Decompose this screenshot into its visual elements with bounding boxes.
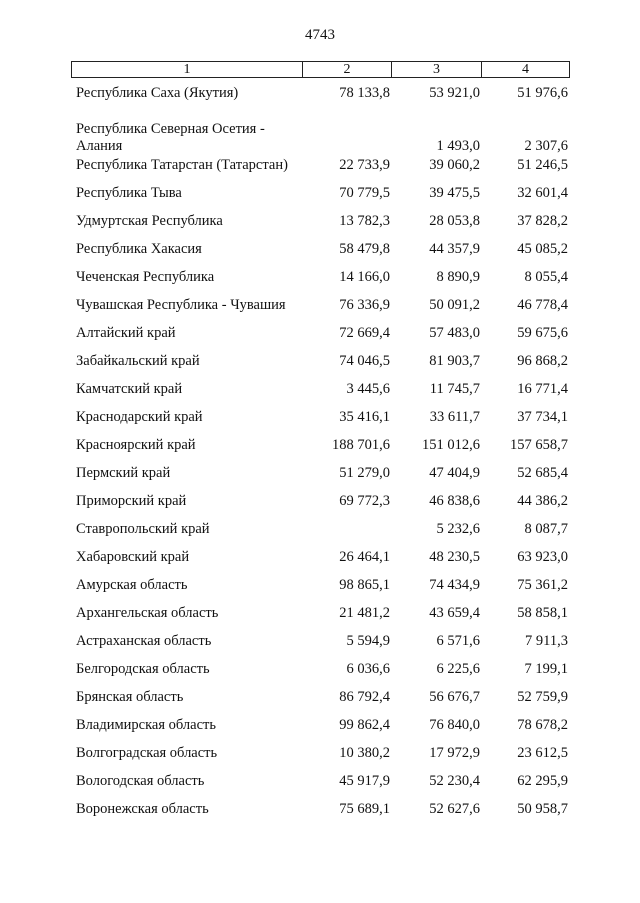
value-col4: 157 658,7 xyxy=(510,437,568,453)
value-col4: 7 911,3 xyxy=(525,633,568,649)
table-row xyxy=(0,544,640,572)
value-col3: 28 053,8 xyxy=(429,213,480,229)
value-col2: 86 792,4 xyxy=(339,689,390,705)
table-row xyxy=(0,768,640,796)
value-col2: 98 865,1 xyxy=(339,577,390,593)
page-number: 4743 xyxy=(305,27,335,43)
value-col3: 52 230,4 xyxy=(429,773,480,789)
table-row xyxy=(0,460,640,488)
value-col2: 21 481,2 xyxy=(339,605,390,621)
table-row xyxy=(0,180,640,208)
value-col3: 6 571,6 xyxy=(436,633,480,649)
column-header-2: 2 xyxy=(303,62,392,78)
value-col4: 52 759,9 xyxy=(517,689,568,705)
value-col3: 33 611,7 xyxy=(429,409,480,425)
region-name: Владимирская область xyxy=(76,717,216,733)
value-col2: 3 445,6 xyxy=(346,381,390,397)
table-row xyxy=(0,80,640,108)
value-col2: 6 036,6 xyxy=(346,661,390,677)
value-col3: 57 483,0 xyxy=(429,325,480,341)
value-col3: 46 838,6 xyxy=(429,493,480,509)
table-row xyxy=(0,600,640,628)
table-row xyxy=(0,208,640,236)
table-row xyxy=(0,628,640,656)
value-col4: 23 612,5 xyxy=(517,745,568,761)
value-col3: 81 903,7 xyxy=(429,353,480,369)
region-name: Архангельская область xyxy=(76,605,219,621)
table-row xyxy=(0,320,640,348)
table-row xyxy=(0,108,640,152)
column-header-4: 4 xyxy=(482,62,570,78)
region-name: Республика Хакасия xyxy=(76,241,202,257)
region-name: Амурская область xyxy=(76,577,188,593)
region-name: Вологодская область xyxy=(76,773,205,789)
value-col4: 78 678,2 xyxy=(517,717,568,733)
value-col4: 51 246,5 xyxy=(517,157,568,173)
region-name: Брянская область xyxy=(76,689,184,705)
region-name: Ставропольский край xyxy=(76,521,210,537)
value-col3: 50 091,2 xyxy=(429,297,480,313)
value-col3: 52 627,6 xyxy=(429,801,480,817)
table-row xyxy=(0,404,640,432)
value-col3: 74 434,9 xyxy=(429,577,480,593)
region-name: Красноярский край xyxy=(76,437,196,453)
region-table-body xyxy=(0,80,640,824)
value-col4: 46 778,4 xyxy=(517,297,568,313)
value-col4: 37 828,2 xyxy=(517,213,568,229)
value-col4: 44 386,2 xyxy=(517,493,568,509)
value-col2: 75 689,1 xyxy=(339,801,390,817)
value-col2: 10 380,2 xyxy=(339,745,390,761)
value-col3: 44 357,9 xyxy=(429,241,480,257)
value-col2: 78 133,8 xyxy=(339,85,390,101)
region-name: Республика Саха (Якутия) xyxy=(76,85,239,101)
value-col4: 7 199,1 xyxy=(524,661,568,677)
table-row xyxy=(0,348,640,376)
region-name-line1: Республика Северная Осетия - xyxy=(76,121,265,137)
value-col2: 22 733,9 xyxy=(339,157,390,173)
region-name-line2: Алания xyxy=(76,138,123,154)
value-col4: 96 868,2 xyxy=(517,353,568,369)
value-col4: 32 601,4 xyxy=(517,185,568,201)
table-row xyxy=(0,796,640,824)
table-row xyxy=(0,516,640,544)
table-row xyxy=(0,432,640,460)
value-col2: 74 046,5 xyxy=(339,353,390,369)
value-col3: 56 676,7 xyxy=(429,689,480,705)
table-row xyxy=(0,264,640,292)
region-name: Камчатский край xyxy=(76,381,183,397)
value-col3: 1 493,0 xyxy=(436,138,480,154)
region-name: Краснодарский край xyxy=(76,409,203,425)
table-row xyxy=(0,712,640,740)
value-col2: 69 772,3 xyxy=(339,493,390,509)
table-row xyxy=(0,684,640,712)
region-name xyxy=(76,121,316,155)
value-col3: 11 745,7 xyxy=(429,381,480,397)
value-col2: 13 782,3 xyxy=(339,213,390,229)
value-col2: 26 464,1 xyxy=(339,549,390,565)
value-col2: 5 594,9 xyxy=(346,633,390,649)
value-col2: 188 701,6 xyxy=(332,437,390,453)
value-col3: 151 012,6 xyxy=(422,437,480,453)
region-name: Воронежская область xyxy=(76,801,209,817)
value-col4: 50 958,7 xyxy=(517,801,568,817)
value-col4: 75 361,2 xyxy=(517,577,568,593)
column-header-3: 3 xyxy=(392,62,482,78)
value-col4: 37 734,1 xyxy=(517,409,568,425)
value-col4: 62 295,9 xyxy=(517,773,568,789)
region-name: Волгоградская область xyxy=(76,745,218,761)
value-col3: 48 230,5 xyxy=(429,549,480,565)
value-col4: 51 976,6 xyxy=(517,85,568,101)
table-row xyxy=(0,740,640,768)
value-col3: 43 659,4 xyxy=(429,605,480,621)
value-col4: 52 685,4 xyxy=(517,465,568,481)
value-col3: 39 060,2 xyxy=(429,157,480,173)
value-col2: 76 336,9 xyxy=(339,297,390,313)
value-col2: 14 166,0 xyxy=(339,269,390,285)
table-row xyxy=(0,376,640,404)
value-col2: 99 862,4 xyxy=(339,717,390,733)
value-col2: 51 279,0 xyxy=(339,465,390,481)
value-col4: 16 771,4 xyxy=(517,381,568,397)
value-col2: 58 479,8 xyxy=(339,241,390,257)
region-name: Приморский край xyxy=(76,493,187,509)
value-col4: 63 923,0 xyxy=(517,549,568,565)
column-header-table xyxy=(71,61,570,78)
region-name: Белгородская область xyxy=(76,661,210,677)
value-col4: 2 307,6 xyxy=(524,138,568,154)
table-row xyxy=(0,152,640,180)
table-row xyxy=(0,488,640,516)
value-col2: 45 917,9 xyxy=(339,773,390,789)
region-name: Алтайский край xyxy=(76,325,176,341)
value-col4: 8 087,7 xyxy=(524,521,568,537)
region-name: Удмуртская Республика xyxy=(76,213,223,229)
value-col3: 76 840,0 xyxy=(429,717,480,733)
value-col3: 8 890,9 xyxy=(436,269,480,285)
value-col3: 53 921,0 xyxy=(429,85,480,101)
region-name: Забайкальский край xyxy=(76,353,200,369)
region-name: Республика Тыва xyxy=(76,185,182,201)
value-col3: 17 972,9 xyxy=(429,745,480,761)
table-row xyxy=(0,656,640,684)
value-col3: 39 475,5 xyxy=(429,185,480,201)
value-col4: 59 675,6 xyxy=(517,325,568,341)
value-col2: 72 669,4 xyxy=(339,325,390,341)
value-col4: 45 085,2 xyxy=(517,241,568,257)
table-row xyxy=(0,292,640,320)
value-col3: 47 404,9 xyxy=(429,465,480,481)
value-col3: 5 232,6 xyxy=(436,521,480,537)
region-name: Хабаровский край xyxy=(76,549,190,565)
value-col3: 6 225,6 xyxy=(436,661,480,677)
column-header-row xyxy=(72,62,570,78)
value-col2: 35 416,1 xyxy=(339,409,390,425)
region-name: Астраханская область xyxy=(76,633,212,649)
column-header-1: 1 xyxy=(72,62,303,78)
region-name: Пермский край xyxy=(76,465,171,481)
table-row xyxy=(0,572,640,600)
region-name: Республика Татарстан (Татарстан) xyxy=(76,157,288,173)
value-col2: 70 779,5 xyxy=(339,185,390,201)
region-name: Чеченская Республика xyxy=(76,269,215,285)
value-col4: 58 858,1 xyxy=(517,605,568,621)
value-col4: 8 055,4 xyxy=(524,269,568,285)
table-row xyxy=(0,236,640,264)
region-name: Чувашская Республика - Чувашия xyxy=(76,297,286,313)
